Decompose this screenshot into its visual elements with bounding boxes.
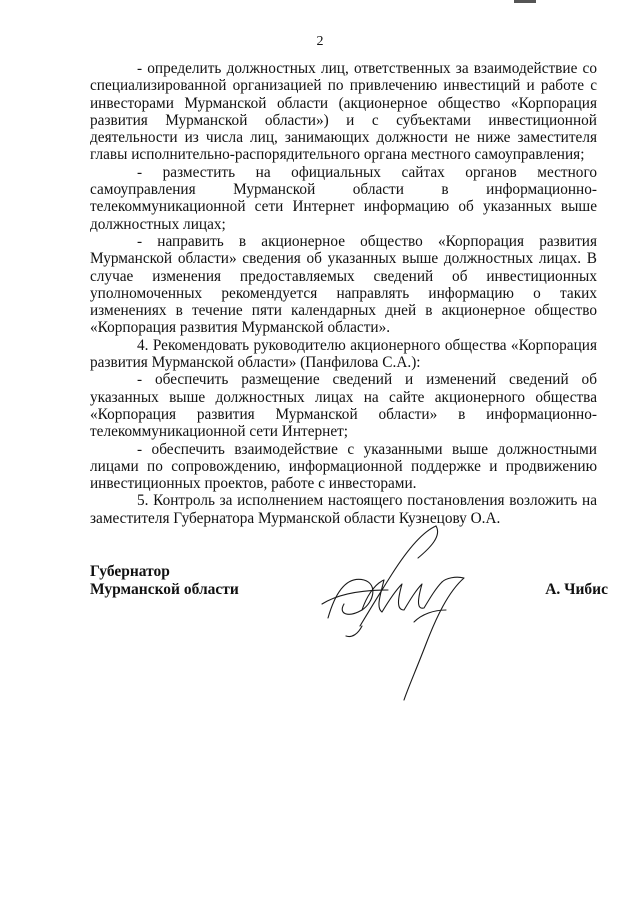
paragraph-item-5: 5. Контроль за исполнением настоящего постановления возложить на заместителя Губернатора Мурманской области Кузнецову О.А. bbox=[90, 492, 597, 527]
document-body bbox=[90, 60, 597, 527]
paragraph-ensure-publication: - обеспечить размещение сведений и изменений сведений об указанных выше должностных лицах на сайте акционерного общества «Корпорация развития Мурманской области» в информационно-телекоммуникационной сети Интернет; bbox=[90, 371, 597, 441]
page-number: 2 bbox=[316, 34, 324, 49]
paragraph-publish-info: - разместить на официальных сайтах органов местного самоуправления Мурманской области в информационно-телекоммуникационной сети Интернет информацию об указанных выше должностных лицах; bbox=[90, 163, 597, 233]
signatory-name: А. Чибис bbox=[545, 580, 608, 598]
paragraph-item-4: 4. Рекомендовать руководителю акционерного общества «Корпорация развития Мурманской области» (Панфилова С.А.): bbox=[90, 336, 597, 372]
signatory-title-line2: Мурманской области bbox=[90, 580, 239, 598]
signature-block bbox=[90, 563, 608, 598]
paragraph-ensure-interaction: - обеспечить взаимодействие с указанными выше должностными лицами по сопровождению, информационной поддержке и продвижению инвестиционных проектов, работе с инвесторами. bbox=[90, 440, 597, 493]
scan-mark bbox=[514, 0, 536, 3]
handwritten-signature bbox=[318, 518, 478, 708]
paragraph-send-info: - направить в акционерное общество «Корпорация развития Мурманской области» сведения об указанных выше должностных лицах. В случае изменения предоставляемых сведений об инвестиционных уполномоченных рекомендуется направлять информацию о таких изменениях в течение пяти календарных дней в акционерное общество «Корпорация развития Мурманской области». bbox=[90, 232, 597, 337]
paragraph-define-officials: - определить должностных лиц, ответственных за взаимодействие со специализированной организацией по привлечению инвестиций и работе с инвесторами Мурманской области (акционерное общество «Корпорация развития Мурманской области») и с субъектами инвестиционной деятельности из числа лиц, занимающих должности не ниже заместителя главы исполнительно-распорядительного органа местного самоуправления; bbox=[90, 60, 597, 164]
signatory-title-line1: Губернатор bbox=[90, 563, 170, 580]
